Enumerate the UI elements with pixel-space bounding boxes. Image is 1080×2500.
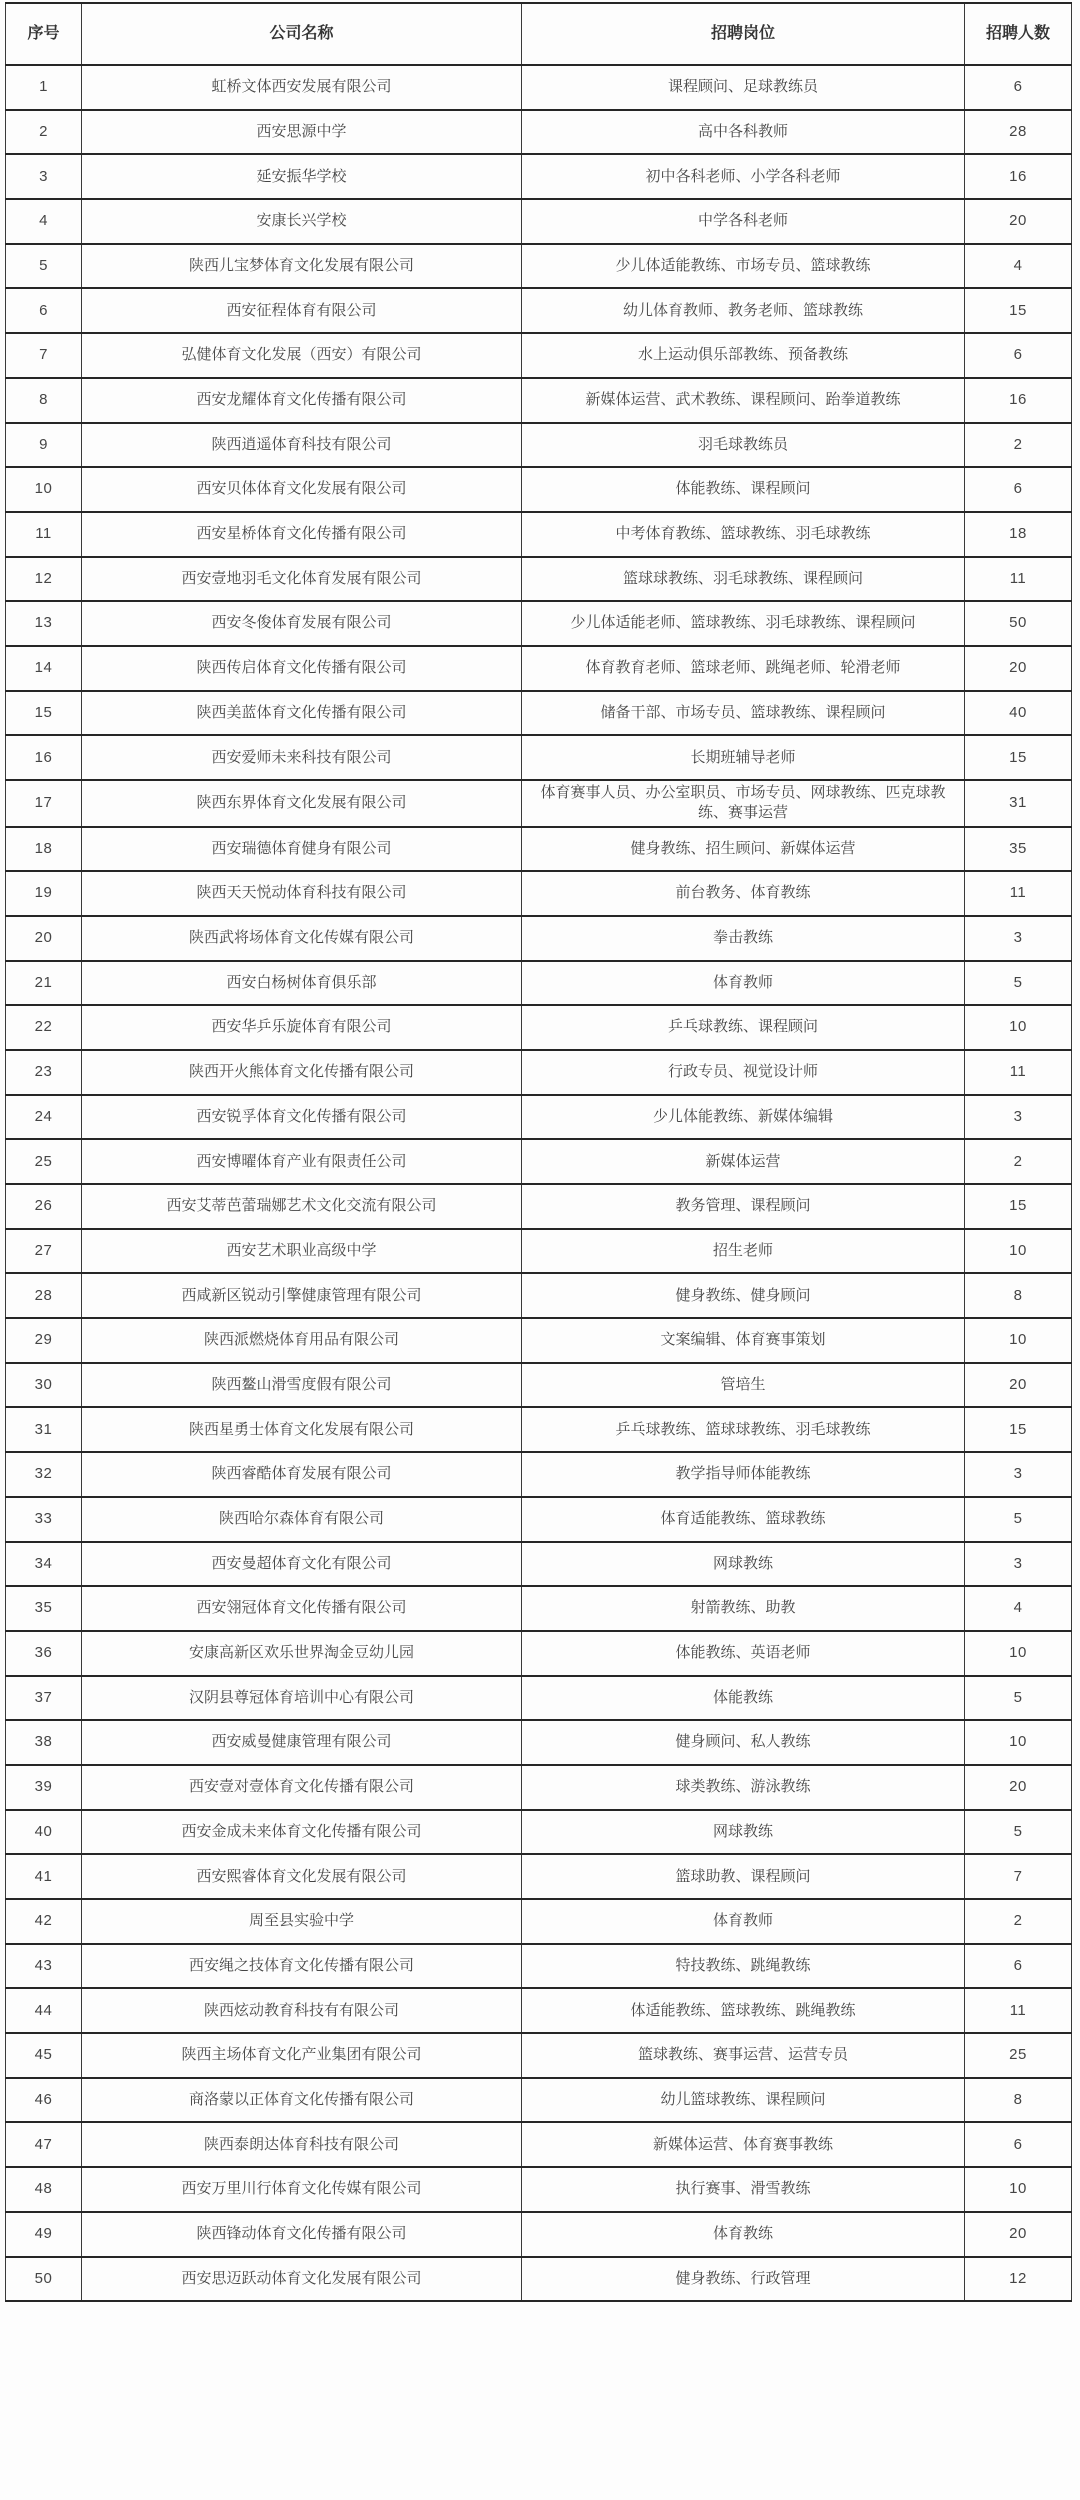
table-row [6, 1631, 1072, 1676]
cell-count: 8 [965, 2078, 1072, 2123]
cell-index: 27 [6, 1229, 82, 1274]
cell-index: 7 [6, 333, 82, 378]
cell-positions: 特技教练、跳绳教练 [522, 1944, 965, 1989]
cell-positions: 中学各科老师 [522, 199, 965, 244]
cell-count: 3 [965, 916, 1072, 961]
cell-index: 46 [6, 2078, 82, 2123]
table-row [6, 288, 1072, 333]
cell-count: 12 [965, 2257, 1072, 2302]
cell-positions: 新媒体运营、武术教练、课程顾问、跆拳道教练 [522, 378, 965, 423]
cell-index: 8 [6, 378, 82, 423]
cell-count: 3 [965, 1095, 1072, 1140]
cell-count: 40 [965, 691, 1072, 736]
cell-count: 10 [965, 1631, 1072, 1676]
cell-index: 16 [6, 735, 82, 780]
cell-company: 陕西武将场体育文化传媒有限公司 [82, 916, 522, 961]
cell-count: 6 [965, 65, 1072, 110]
table-row [6, 65, 1072, 110]
cell-company: 陕西天天悦动体育科技有限公司 [82, 871, 522, 916]
table-row [6, 467, 1072, 512]
cell-positions: 体育教育老师、篮球老师、跳绳老师、轮滑老师 [522, 646, 965, 691]
cell-company: 延安振华学校 [82, 154, 522, 199]
cell-company: 商洛蒙以正体育文化传播有限公司 [82, 2078, 522, 2123]
cell-count: 2 [965, 1899, 1072, 1944]
cell-positions: 招生老师 [522, 1229, 965, 1274]
cell-positions: 体育适能教练、篮球教练 [522, 1497, 965, 1542]
cell-company: 陕西开火熊体育文化传播有限公司 [82, 1050, 522, 1095]
table-row [6, 646, 1072, 691]
cell-count: 11 [965, 557, 1072, 602]
cell-count: 20 [965, 2212, 1072, 2257]
cell-count: 15 [965, 735, 1072, 780]
cell-index: 3 [6, 154, 82, 199]
cell-positions: 课程顾问、足球教练员 [522, 65, 965, 110]
cell-count: 6 [965, 2122, 1072, 2167]
table-row [6, 1854, 1072, 1899]
cell-index: 31 [6, 1407, 82, 1452]
table-row [6, 916, 1072, 961]
cell-positions: 健身教练、行政管理 [522, 2257, 965, 2302]
cell-company: 陕西儿宝梦体育文化发展有限公司 [82, 244, 522, 289]
cell-positions: 篮球助教、课程顾问 [522, 1854, 965, 1899]
table-row [6, 961, 1072, 1006]
cell-index: 2 [6, 110, 82, 155]
cell-company: 陕西哈尔森体育有限公司 [82, 1497, 522, 1542]
cell-company: 陕西主场体育文化产业集团有限公司 [82, 2033, 522, 2078]
cell-company: 西安万里川行体育文化传媒有限公司 [82, 2167, 522, 2212]
cell-positions: 管培生 [522, 1363, 965, 1408]
table-row [6, 244, 1072, 289]
cell-positions: 健身教练、招生顾问、新媒体运营 [522, 827, 965, 872]
table-row [6, 1184, 1072, 1229]
cell-count: 10 [965, 2167, 1072, 2212]
cell-company: 西安熙睿体育文化发展有限公司 [82, 1854, 522, 1899]
table-row [6, 512, 1072, 557]
cell-index: 15 [6, 691, 82, 736]
cell-index: 13 [6, 601, 82, 646]
cell-index: 1 [6, 65, 82, 110]
cell-index: 17 [6, 780, 82, 827]
cell-index: 30 [6, 1363, 82, 1408]
cell-company: 西安爱师未来科技有限公司 [82, 735, 522, 780]
cell-positions: 篮球教练、赛事运营、运营专员 [522, 2033, 965, 2078]
cell-company: 西安艺术职业高级中学 [82, 1229, 522, 1274]
table-row [6, 199, 1072, 244]
cell-positions: 新媒体运营、体育赛事教练 [522, 2122, 965, 2167]
cell-positions: 体适能教练、篮球教练、跳绳教练 [522, 1988, 965, 2033]
cell-index: 48 [6, 2167, 82, 2212]
cell-index: 10 [6, 467, 82, 512]
cell-company: 西安曼超体育文化有限公司 [82, 1542, 522, 1587]
cell-company: 陕西逍遥体育科技有限公司 [82, 423, 522, 468]
cell-company: 陕西东界体育文化发展有限公司 [82, 780, 522, 827]
cell-index: 5 [6, 244, 82, 289]
table-row [6, 691, 1072, 736]
cell-positions: 网球教练 [522, 1542, 965, 1587]
cell-positions: 行政专员、视觉设计师 [522, 1050, 965, 1095]
cell-positions: 长期班辅导老师 [522, 735, 965, 780]
cell-index: 21 [6, 961, 82, 1006]
table-row [6, 1095, 1072, 1140]
cell-count: 35 [965, 827, 1072, 872]
cell-count: 20 [965, 199, 1072, 244]
cell-index: 49 [6, 2212, 82, 2257]
table-row [6, 1944, 1072, 1989]
cell-index: 38 [6, 1720, 82, 1765]
cell-company: 陕西美蓝体育文化传播有限公司 [82, 691, 522, 736]
cell-count: 31 [965, 780, 1072, 827]
cell-positions: 球类教练、游泳教练 [522, 1765, 965, 1810]
table-row [6, 1273, 1072, 1318]
cell-company: 虹桥文体西安发展有限公司 [82, 65, 522, 110]
cell-company: 西安征程体育有限公司 [82, 288, 522, 333]
cell-company: 周至县实验中学 [82, 1899, 522, 1944]
table-row [6, 1765, 1072, 1810]
table-row [6, 2122, 1072, 2167]
cell-index: 35 [6, 1586, 82, 1631]
cell-count: 2 [965, 423, 1072, 468]
cell-index: 23 [6, 1050, 82, 1095]
cell-count: 5 [965, 1676, 1072, 1721]
cell-index: 26 [6, 1184, 82, 1229]
cell-company: 弘健体育文化发展（西安）有限公司 [82, 333, 522, 378]
cell-positions: 幼儿体育教师、教务老师、篮球教练 [522, 288, 965, 333]
cell-count: 20 [965, 1765, 1072, 1810]
cell-company: 西安冬俊体育发展有限公司 [82, 601, 522, 646]
cell-positions: 水上运动俱乐部教练、预备教练 [522, 333, 965, 378]
cell-count: 15 [965, 1184, 1072, 1229]
table-row [6, 1050, 1072, 1095]
cell-index: 41 [6, 1854, 82, 1899]
cell-company: 陕西星勇士体育文化发展有限公司 [82, 1407, 522, 1452]
cell-count: 4 [965, 244, 1072, 289]
cell-index: 18 [6, 827, 82, 872]
cell-company: 西安壹对壹体育文化传播有限公司 [82, 1765, 522, 1810]
table-row [6, 378, 1072, 423]
table-row [6, 827, 1072, 872]
cell-index: 32 [6, 1452, 82, 1497]
cell-index: 37 [6, 1676, 82, 1721]
cell-count: 6 [965, 333, 1072, 378]
cell-count: 10 [965, 1318, 1072, 1363]
cell-index: 34 [6, 1542, 82, 1587]
cell-positions: 前台教务、体育教练 [522, 871, 965, 916]
table-row [6, 2257, 1072, 2302]
table-body [6, 65, 1072, 2301]
cell-positions: 文案编辑、体育赛事策划 [522, 1318, 965, 1363]
cell-company: 西安博曜体育产业有限责任公司 [82, 1139, 522, 1184]
cell-company: 西安翎冠体育文化传播有限公司 [82, 1586, 522, 1631]
cell-count: 4 [965, 1586, 1072, 1631]
cell-company: 陕西派燃烧体育用品有限公司 [82, 1318, 522, 1363]
cell-company: 陕西鳌山滑雪度假有限公司 [82, 1363, 522, 1408]
table-row [6, 871, 1072, 916]
cell-company: 西咸新区锐动引擎健康管理有限公司 [82, 1273, 522, 1318]
cell-company: 汉阴县尊冠体育培训中心有限公司 [82, 1676, 522, 1721]
cell-company: 西安星桥体育文化传播有限公司 [82, 512, 522, 557]
cell-index: 42 [6, 1899, 82, 1944]
cell-index: 47 [6, 2122, 82, 2167]
table-row [6, 333, 1072, 378]
cell-positions: 执行赛事、滑雪教练 [522, 2167, 965, 2212]
table-row [6, 1810, 1072, 1855]
cell-company: 西安华乒乐旋体育有限公司 [82, 1005, 522, 1050]
table-row [6, 110, 1072, 155]
cell-count: 11 [965, 1988, 1072, 2033]
col-header-company: 公司名称 [82, 3, 522, 65]
table-row [6, 2033, 1072, 2078]
cell-company: 西安思源中学 [82, 110, 522, 155]
table-header [6, 3, 1072, 65]
cell-count: 15 [965, 1407, 1072, 1452]
cell-company: 西安艾蒂芭蕾瑞娜艺术文化交流有限公司 [82, 1184, 522, 1229]
cell-positions: 体育教练 [522, 2212, 965, 2257]
cell-company: 安康长兴学校 [82, 199, 522, 244]
cell-count: 10 [965, 1229, 1072, 1274]
cell-company: 西安龙耀体育文化传播有限公司 [82, 378, 522, 423]
cell-positions: 健身顾问、私人教练 [522, 1720, 965, 1765]
cell-count: 18 [965, 512, 1072, 557]
cell-count: 8 [965, 1273, 1072, 1318]
cell-count: 10 [965, 1720, 1072, 1765]
cell-company: 西安瑞德体育健身有限公司 [82, 827, 522, 872]
cell-index: 24 [6, 1095, 82, 1140]
cell-positions: 羽毛球教练员 [522, 423, 965, 468]
table-row [6, 1586, 1072, 1631]
cell-company: 陕西睿酷体育发展有限公司 [82, 1452, 522, 1497]
cell-count: 5 [965, 1497, 1072, 1542]
table-row [6, 1229, 1072, 1274]
cell-index: 44 [6, 1988, 82, 2033]
table-row [6, 557, 1072, 602]
cell-positions: 少儿体适能教练、市场专员、篮球教练 [522, 244, 965, 289]
cell-positions: 体能教练 [522, 1676, 965, 1721]
cell-index: 28 [6, 1273, 82, 1318]
cell-index: 4 [6, 199, 82, 244]
cell-positions: 体育教师 [522, 1899, 965, 1944]
cell-positions: 健身教练、健身顾问 [522, 1273, 965, 1318]
cell-count: 7 [965, 1854, 1072, 1899]
cell-count: 16 [965, 154, 1072, 199]
cell-company: 安康高新区欢乐世界淘金豆幼儿园 [82, 1631, 522, 1676]
cell-index: 9 [6, 423, 82, 468]
cell-positions: 网球教练 [522, 1810, 965, 1855]
cell-count: 10 [965, 1005, 1072, 1050]
cell-company: 西安锐孚体育文化传播有限公司 [82, 1095, 522, 1140]
cell-company: 西安威曼健康管理有限公司 [82, 1720, 522, 1765]
cell-count: 25 [965, 2033, 1072, 2078]
cell-count: 11 [965, 1050, 1072, 1095]
cell-index: 29 [6, 1318, 82, 1363]
cell-count: 50 [965, 601, 1072, 646]
cell-count: 28 [965, 110, 1072, 155]
table-row [6, 735, 1072, 780]
table-row [6, 1497, 1072, 1542]
cell-positions: 幼儿篮球教练、课程顾问 [522, 2078, 965, 2123]
table-row [6, 1452, 1072, 1497]
cell-company: 西安白杨树体育俱乐部 [82, 961, 522, 1006]
cell-positions: 射箭教练、助教 [522, 1586, 965, 1631]
table-row [6, 1720, 1072, 1765]
cell-positions: 初中各科老师、小学各科老师 [522, 154, 965, 199]
cell-company: 陕西炫动教育科技有有限公司 [82, 1988, 522, 2033]
cell-positions: 体能教练、课程顾问 [522, 467, 965, 512]
cell-positions: 乒乓球教练、课程顾问 [522, 1005, 965, 1050]
cell-company: 西安贝体体育文化发展有限公司 [82, 467, 522, 512]
cell-count: 6 [965, 1944, 1072, 1989]
cell-index: 19 [6, 871, 82, 916]
cell-positions: 乒乓球教练、篮球球教练、羽毛球教练 [522, 1407, 965, 1452]
table-row [6, 1363, 1072, 1408]
cell-positions: 中考体育教练、篮球教练、羽毛球教练 [522, 512, 965, 557]
cell-count: 15 [965, 288, 1072, 333]
cell-index: 22 [6, 1005, 82, 1050]
cell-index: 25 [6, 1139, 82, 1184]
table-row [6, 1318, 1072, 1363]
cell-count: 6 [965, 467, 1072, 512]
cell-company: 西安壹地羽毛文化体育发展有限公司 [82, 557, 522, 602]
cell-positions: 拳击教练 [522, 916, 965, 961]
cell-positions: 少儿体能教练、新媒体编辑 [522, 1095, 965, 1140]
cell-count: 20 [965, 646, 1072, 691]
cell-index: 14 [6, 646, 82, 691]
col-header-positions: 招聘岗位 [522, 3, 965, 65]
cell-positions: 体育赛事人员、办公室职员、市场专员、网球教练、匹克球教练、赛事运营 [522, 780, 965, 827]
cell-positions: 体能教练、英语老师 [522, 1631, 965, 1676]
cell-index: 45 [6, 2033, 82, 2078]
cell-index: 6 [6, 288, 82, 333]
table-row [6, 780, 1072, 827]
cell-company: 西安金成未来体育文化传播有限公司 [82, 1810, 522, 1855]
cell-index: 11 [6, 512, 82, 557]
table-row [6, 1676, 1072, 1721]
cell-positions: 新媒体运营 [522, 1139, 965, 1184]
table-row [6, 1988, 1072, 2033]
table-row [6, 2212, 1072, 2257]
table-row [6, 1899, 1072, 1944]
cell-index: 36 [6, 1631, 82, 1676]
cell-count: 20 [965, 1363, 1072, 1408]
table-row [6, 1139, 1072, 1184]
cell-index: 12 [6, 557, 82, 602]
cell-company: 陕西泰朗达体育科技有限公司 [82, 2122, 522, 2167]
table-row [6, 423, 1072, 468]
col-header-count: 招聘人数 [965, 3, 1072, 65]
cell-count: 11 [965, 871, 1072, 916]
table-row [6, 1542, 1072, 1587]
cell-positions: 教务管理、课程顾问 [522, 1184, 965, 1229]
cell-index: 39 [6, 1765, 82, 1810]
cell-positions: 体育教师 [522, 961, 965, 1006]
table-row [6, 2167, 1072, 2212]
cell-index: 40 [6, 1810, 82, 1855]
cell-company: 西安思迈跃动体育文化发展有限公司 [82, 2257, 522, 2302]
cell-index: 20 [6, 916, 82, 961]
cell-count: 16 [965, 378, 1072, 423]
cell-company: 西安绳之技体育文化传播有限公司 [82, 1944, 522, 1989]
cell-index: 43 [6, 1944, 82, 1989]
cell-index: 50 [6, 2257, 82, 2302]
cell-count: 5 [965, 961, 1072, 1006]
table-row [6, 601, 1072, 646]
cell-positions: 储备干部、市场专员、篮球教练、课程顾问 [522, 691, 965, 736]
cell-index: 33 [6, 1497, 82, 1542]
table-row [6, 1005, 1072, 1050]
cell-count: 5 [965, 1810, 1072, 1855]
recruitment-table [5, 2, 1072, 2302]
col-header-index: 序号 [6, 3, 82, 65]
cell-company: 陕西传启体育文化传播有限公司 [82, 646, 522, 691]
table-row [6, 1407, 1072, 1452]
cell-positions: 高中各科教师 [522, 110, 965, 155]
table-row [6, 2078, 1072, 2123]
header-row [6, 3, 1072, 65]
cell-positions: 篮球球教练、羽毛球教练、课程顾问 [522, 557, 965, 602]
cell-count: 3 [965, 1542, 1072, 1587]
table-row [6, 154, 1072, 199]
cell-count: 2 [965, 1139, 1072, 1184]
cell-positions: 少儿体适能老师、篮球教练、羽毛球教练、课程顾问 [522, 601, 965, 646]
cell-count: 3 [965, 1452, 1072, 1497]
cell-company: 陕西锋动体育文化传播有限公司 [82, 2212, 522, 2257]
cell-positions: 教学指导师体能教练 [522, 1452, 965, 1497]
